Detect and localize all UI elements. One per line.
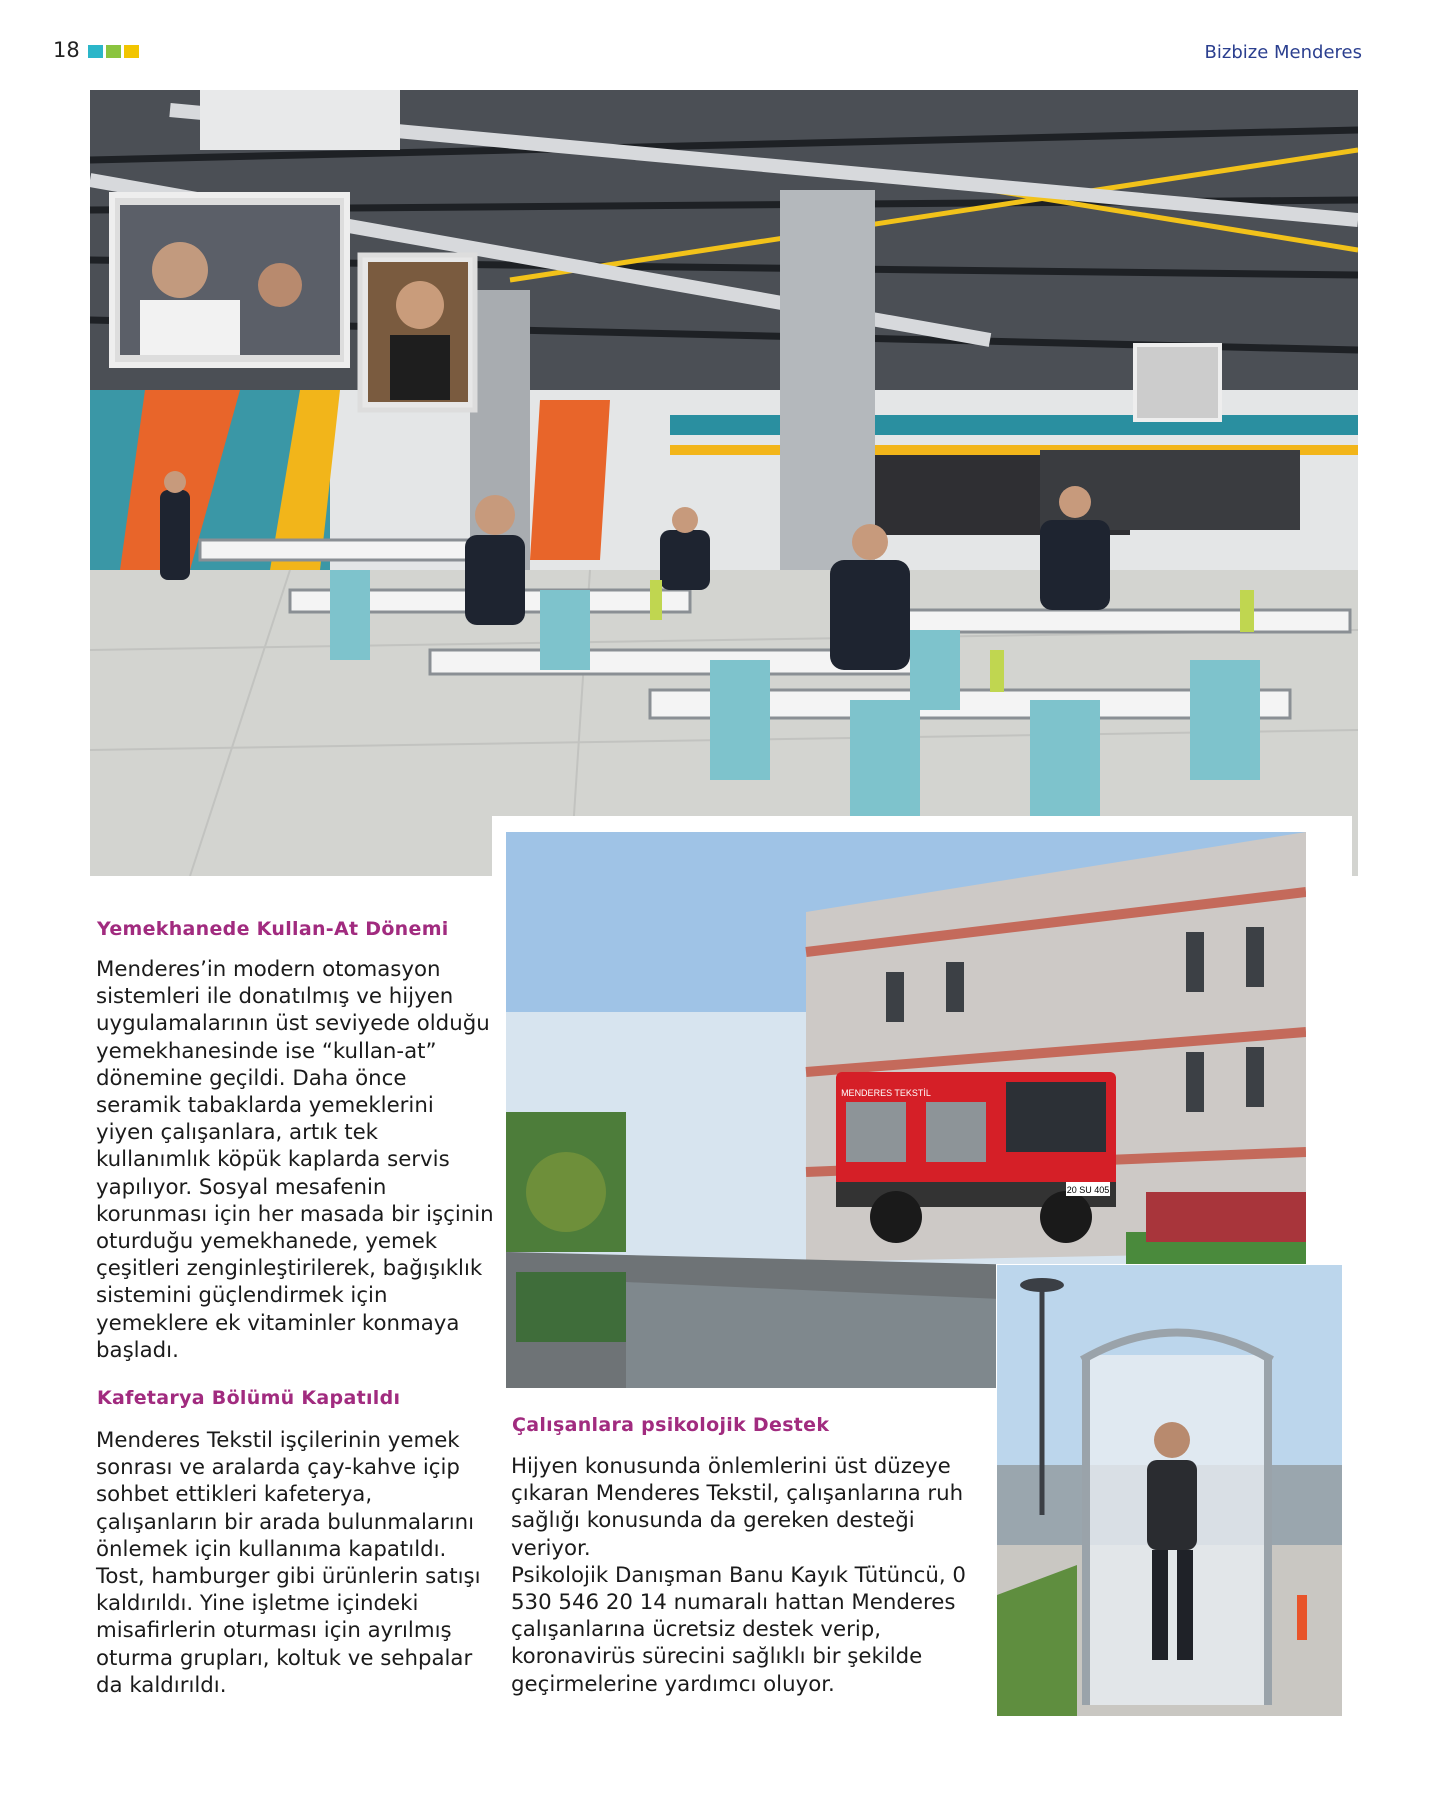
disinfection-tunnel-photo [996, 1264, 1343, 1717]
square-yellow [124, 45, 139, 58]
magazine-title: Bizbize Menderes [1204, 42, 1362, 63]
color-squares [88, 45, 139, 58]
square-green [106, 45, 121, 58]
heading-psychological-support: Çalışanlara psikolojik Destek [512, 1414, 830, 1436]
cafeteria-photo [90, 90, 1358, 876]
truck-plate: 20 SU 405 [1066, 1185, 1110, 1195]
heading-cafeteria-disposable: Yemekhanede Kullan-At Dönemi [97, 918, 449, 940]
paragraph-cafeteria-disposable: Menderes’in modern otomasyon sistemleri ile donatılmış ve hijyen uygulamalarının üst seviyede olduğu yemekhanesinde ise “kullan-at” dönemine geçildi. Daha önce seramik tabaklarda yemeklerini yiyen çalışanlara, artık tek kullanımlık köpük kaplarda servis yapılıyor. Sosyal mesafenin korunması için her masada bir işçinin oturduğu yemekhanede, yemek çeşitleri zenginleştirilerek, bağışıklık sistemini güçlendirmek için yemeklere ek vitaminler konmaya başladı. [96, 957, 494, 1363]
paragraph-support-part2: Psikolojik Danışman Banu Kayık Tütüncü, 0 530 546 20 14 numaralı hattan Menderes çalışanlarına ücretsiz destek verip, koronavirüs sürecini sağlıklı bir şekilde geçirmelerine yardımcı oluyor. [511, 1562, 966, 1697]
heading-cafe-closed: Kafetarya Bölümü Kapatıldı [97, 1387, 401, 1409]
truck-label: MENDERES TEKSTİL [841, 1088, 931, 1098]
paragraph-cafe-closed: Menderes Tekstil işçilerinin yemek sonrası ve aralarda çay-kahve içip sohbet ettikleri kafeterya, çalışanların bir arada bulunmalarını önlemek için kullanıma kapatıldı. Tost, hamburger gibi ürünlerin satışı kaldırıldı. Yine işletme içindeki misafirlerin oturması için ayrılmış oturma grupları, koltuk ve sehpalar da kaldırıldı. [96, 1428, 481, 1698]
square-teal [88, 45, 103, 58]
paragraph-support-part1: Hijyen konusunda önlemlerini üst düzeye çıkaran Menderes Tekstil, çalışanlarına ruh sağlığı konusunda da gereken desteği veriyor. [511, 1454, 964, 1561]
page-number: 18 [53, 38, 80, 62]
paragraph-psychological-support [511, 1453, 981, 1698]
